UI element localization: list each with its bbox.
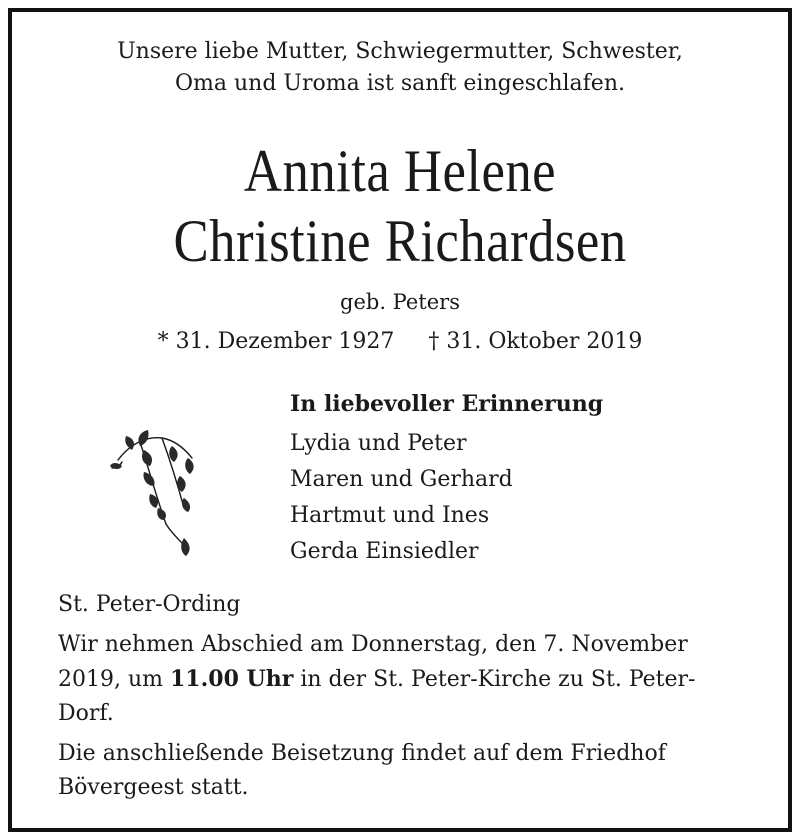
burial-text: Die anschließende Beisetzung findet auf dem Friedhof Bövergeest statt.	[58, 741, 666, 800]
name-line-2: Christine Richardsen	[173, 208, 627, 274]
place: St. Peter-Ording	[58, 592, 241, 617]
death-date: † 31. Oktober 2019	[428, 329, 643, 354]
farewell-part-2: in der St. Peter-Kirche zu St. Peter-Dorf.	[58, 667, 696, 726]
intro-line-1: Unsere liebe Mutter, Schwiegermutter, Schwester,	[117, 39, 683, 64]
mourners-block	[290, 386, 603, 570]
name-line-1: Annita Helene	[243, 138, 557, 204]
mourner-name: Hartmut und Ines	[290, 503, 490, 528]
farewell-part-1: Wir nehmen Abschied am Donnerstag, den 7. November 2019, um	[58, 632, 688, 692]
mourners-heading: In liebevoller Erinnerung	[290, 391, 604, 417]
intro-line-2: Oma und Uroma ist sanft eingeschlafen.	[175, 71, 625, 96]
deceased-name	[59, 136, 742, 276]
service-details	[58, 588, 750, 811]
birth-date: * 31. Dezember 1927	[157, 329, 395, 354]
intro-text	[12, 36, 788, 100]
mourner-name: Maren und Gerhard	[290, 467, 513, 492]
mourner-name: Gerda Einsiedler	[290, 539, 479, 564]
mourner-name: Lydia und Peter	[290, 431, 467, 456]
leafy-branch-icon	[110, 416, 210, 566]
farewell-text	[58, 628, 750, 731]
farewell-time: 11.00 Uhr	[170, 666, 294, 692]
life-dates	[12, 326, 788, 358]
obituary-frame	[8, 8, 792, 832]
birth-name: geb. Peters	[340, 290, 460, 314]
